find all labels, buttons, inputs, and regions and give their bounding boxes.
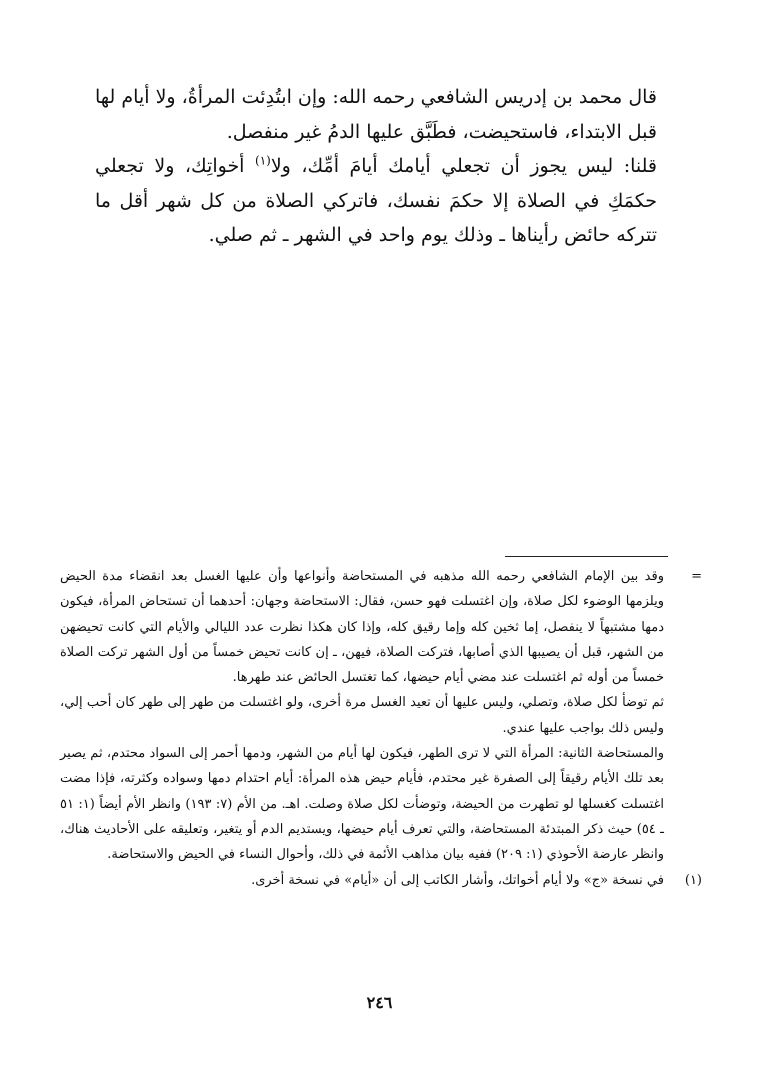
footnote-1-marker: (١) [684,872,702,888]
footnote-1 [60,868,702,893]
footnote-continuation-text: وقد بين الإمام الشافعي رحمه الله مذهبه في المستحاضة وأنواعها وأن عليها الغسل بعد انقضاء مدة الحيض ويلزمها الوضوء لكل صلاة، وإن اغتسلت فهو حسن، فقال: الاستحاضة وجهان: أحدهما أن تستحاض المرأة، فيكون دمها مشتبهاً لا ينفصل، إما ثخين كله وإما رقيق كله، وإذا كان هكذا نظرت عدد الليالي والأيام التي كانت تحيضهن من الشهر، قبل أن يصيبها الذي أصابها، فتركت الصلاة، فيهن، ـ إن كانت تحيض خمساً من أول الشهر تركت الصلاة خمساً من أوله ثم اغتسلت عند مضي أيام حيضها، كما تغتسل الحائض عند طهرها. [60,569,664,686]
footnote-separator-rule [505,556,668,557]
main-paragraph-1: قال محمد بن إدريس الشافعي رحمه الله: وإن ابتُدِئت المرأةُ، ولا أيام لها قبل الابتداء، فاستحيضت، فطَبَّق عليها الدمُ غير منفصل. [95,86,657,143]
main-paragraph-2-end: أخواتِك، ولا تجعلي حكمَكِ في الصلاة إلا حكمَ نفسك، فاتركي الصلاة من كل شهر أقل ما تتركه حائض رأيناها ـ وذلك يوم واحد في الشهر ـ ثم صلي. [95,155,657,246]
main-text [95,80,657,253]
main-paragraph-2-start: قلنا: ليس يجوز أن تجعلي أيامك أيامَ أمِّك، ولا [270,155,657,177]
footnote-continuation [60,564,702,690]
page-number: ٢٤٦ [366,993,393,1012]
footnote-reference-1: (١) [255,153,271,168]
footnote-continuation-marker: = [691,569,702,584]
main-paragraph-2 [95,149,657,253]
footnote-continuation-paragraph-3: والمستحاضة الثانية: المرأة التي لا ترى الطهر، فيكون لها أيام من الشهر، ودمها أحمر إلى السواد محتدم، ثم يصير بعد تلك الأيام رقيقاً إلى الصفرة غير محتدم، فأيام حيض هذه المرأة: أيام احتدام دمها وسواده وكثرته، فإذا مضت اغتسلت كغسلها لو تطهرت من الحيضة، وتوضأت لكل صلاة وصلت. اهـ. من الأم (٧: ١٩٣) وانظر الأم أيضاً (١: ٥١ ـ ٥٤) حيث ذكر المبتدئة المستحاضة، والتي تعرف أيام حيضها، ويستديم الدم أو يتغير، وتعليقه على الأحاديث هناك، وانظر عارضة الأحوذي (١: ٢٠٩) ففيه بيان مذاهب الأئمة في ذلك، وأحوال النساء في الحيض والاستحاضة. [60,746,664,863]
footnote-continuation-paragraph-2: ثم توضأ لكل صلاة، وتصلي، وليس عليها أن تعيد الغسل مرة أخرى، ولو اغتسلت من طهر إلى طهر كان أحب إلي، وليس ذلك بواجب عليها عندي. [60,695,664,736]
footnote-1-text: في نسخة «ج» ولا أيام أخواتك، وأشار الكاتب إلى أن «أيام» في نسخة أخرى. [251,872,664,888]
footnotes-section [60,564,702,893]
